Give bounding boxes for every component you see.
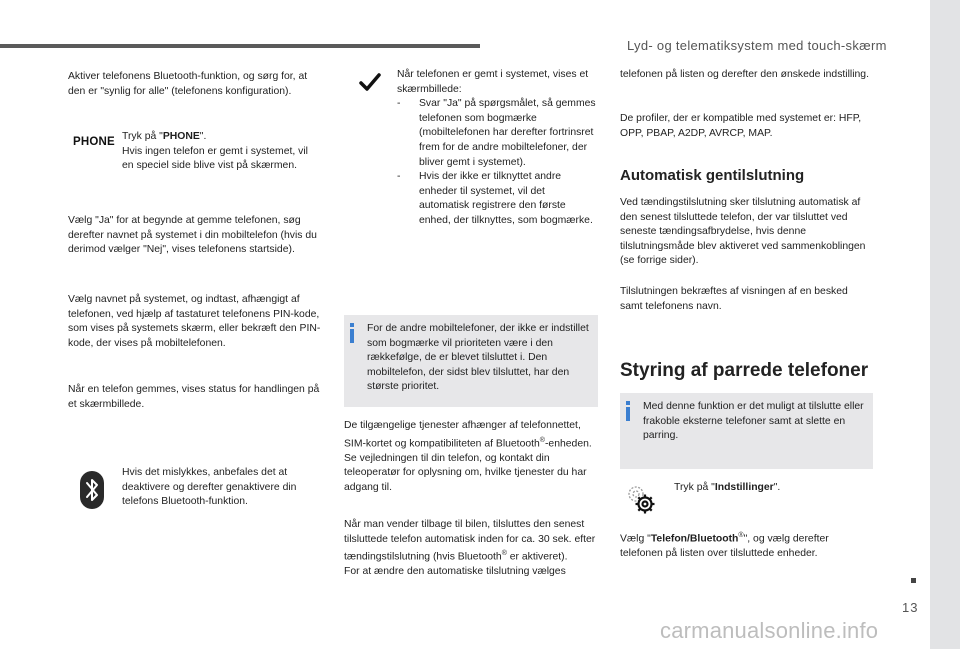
- phone-button-icon: PHONE: [73, 136, 115, 148]
- heading-manage-paired: Styring af parrede telefoner: [620, 360, 869, 381]
- info-box-manage: [620, 393, 873, 469]
- end-marker: [911, 578, 916, 583]
- heading-auto-reconnect: Automatisk gentilslutning: [620, 167, 805, 184]
- page-number: 13: [902, 600, 919, 615]
- list-item-text: Hvis der ikke er tilknyttet andre enheder til systemet, vil det automatisk registrere den første enhed, der tilknyttes, som bogmærke.: [419, 171, 593, 226]
- list-item: [397, 170, 597, 228]
- list-item-text: Svar "Ja" på spørgsmålet, så gemmes telefonen som bogmærke (mobiltelefonen har derefter fortrinsret frem for de andre mobiltelefoner, der bliver gemt i systemet).: [419, 98, 596, 168]
- col3-continuation: telefonen på listen og derefter den ønskede indstilling.: [620, 69, 869, 80]
- profiles-paragraph: De profiler, der er kompatible med systemet er: HFP, OPP, PBAP, A2DP, AVRCP, MAP.: [620, 113, 862, 139]
- info-box-text: Med denne funktion er det muligt at tilslutte eller frakoble eksterne telefoner samt at slette en parring.: [643, 401, 864, 442]
- confirm-paragraph: Tilslutningen bekræftes af visningen af en besked samt telefonens navn.: [620, 286, 848, 312]
- watermark: carmanualsonline.info: [660, 618, 879, 643]
- page-side-strip: [930, 0, 960, 649]
- select-instruction: Vælg "Telefon/Bluetooth®", og vælg derefter telefonen på listen over tilsluttede enheder.: [620, 532, 829, 560]
- phone-strong: PHONE: [162, 131, 200, 142]
- phone-instruction: Tryk på "PHONE". Hvis ingen telefon er gemt i systemet, vil en speciel side blive vist på skærmen.: [122, 131, 308, 172]
- list-item: [397, 97, 597, 170]
- col1-paragraph-3: Vælg navnet på systemet, og indtast, afhængigt af telefonen, ved hjælp af tastaturet telefonens PIN-kode, som vises på systemets skærm, eller bekræft den PIN-kode, der vises på mobiltelefonen.: [68, 294, 321, 349]
- info-icon: [350, 323, 354, 343]
- col1-paragraph-2: Vælg "Ja" for at begynde at gemme telefonen, søg derefter navnet på systemet i din mobiltelefon (hvis du derimod vælger "Nej", vises telefonens startside).: [68, 215, 317, 256]
- bluetooth-icon: [79, 470, 105, 510]
- checkmark-icon: [359, 73, 381, 91]
- info-box-text: For de andre mobiltelefoner, der ikke er indstillet som bogmærke vil prioriteten være i den rækkefølge, de er blevet tilsluttet i. Den mobiltelefon, der sidst blev tilsluttet, har den største prioritet.: [367, 323, 589, 393]
- info-box-priority: [344, 315, 598, 407]
- list-dash: -: [397, 98, 401, 110]
- col1-paragraph-1: Aktiver telefonens Bluetooth-funktion, og sørg for, at den er "synlig for alle" (telefonens konfiguration).: [68, 71, 308, 97]
- check-section: [397, 68, 597, 229]
- services-paragraph: De tilgængelige tjenester afhænger af telefonnettet, SIM-kortet og kompatibiliteten af Bluetooth®-enheden. Se vejledningen til din telefon, og kontakt din teleoperatør for oplysning om, hvilke tjenester du har adgang til.: [344, 420, 592, 493]
- return-paragraph: Når man vender tilbage til bilen, tilsluttes den senest tilsluttede telefon automatisk inden for ca. 30 sek. efter tændingstilslutning (hvis Bluetooth® er aktiveret). For at ændre den automatiske tilslutning vælges: [344, 519, 596, 578]
- settings-instruction: Tryk på "Indstillinger".: [674, 482, 781, 493]
- check-intro: Når telefonen er gemt i systemet, vises et skærmbillede:: [397, 69, 589, 95]
- phone-description: Hvis ingen telefon er gemt i systemet, vil en speciel side blive vist på skærmen.: [122, 145, 308, 172]
- header-rule: [0, 44, 480, 48]
- auto-reconnect-paragraph: Ved tændingstilslutning sker tilslutning automatisk af den senest tilsluttede telefon, der var tilsluttet ved seneste tændingsafbrydelse, hvis denne tilslutningsmåde blev aktiveret ved sammenkoblingen (se forrige sider).: [620, 197, 866, 267]
- section-title: Lyd- og telematiksystem med touch-skærm: [627, 38, 887, 53]
- list-dash: -: [397, 171, 401, 183]
- bluetooth-note: Hvis det mislykkes, anbefales det at deaktivere og derefter genaktivere din telefons Bluetooth-funktion.: [122, 467, 297, 508]
- info-icon: [626, 401, 630, 421]
- settings-gear-icon: [624, 482, 660, 518]
- col1-paragraph-4: Når en telefon gemmes, vises status for handlingen på et skærmbillede.: [68, 384, 320, 410]
